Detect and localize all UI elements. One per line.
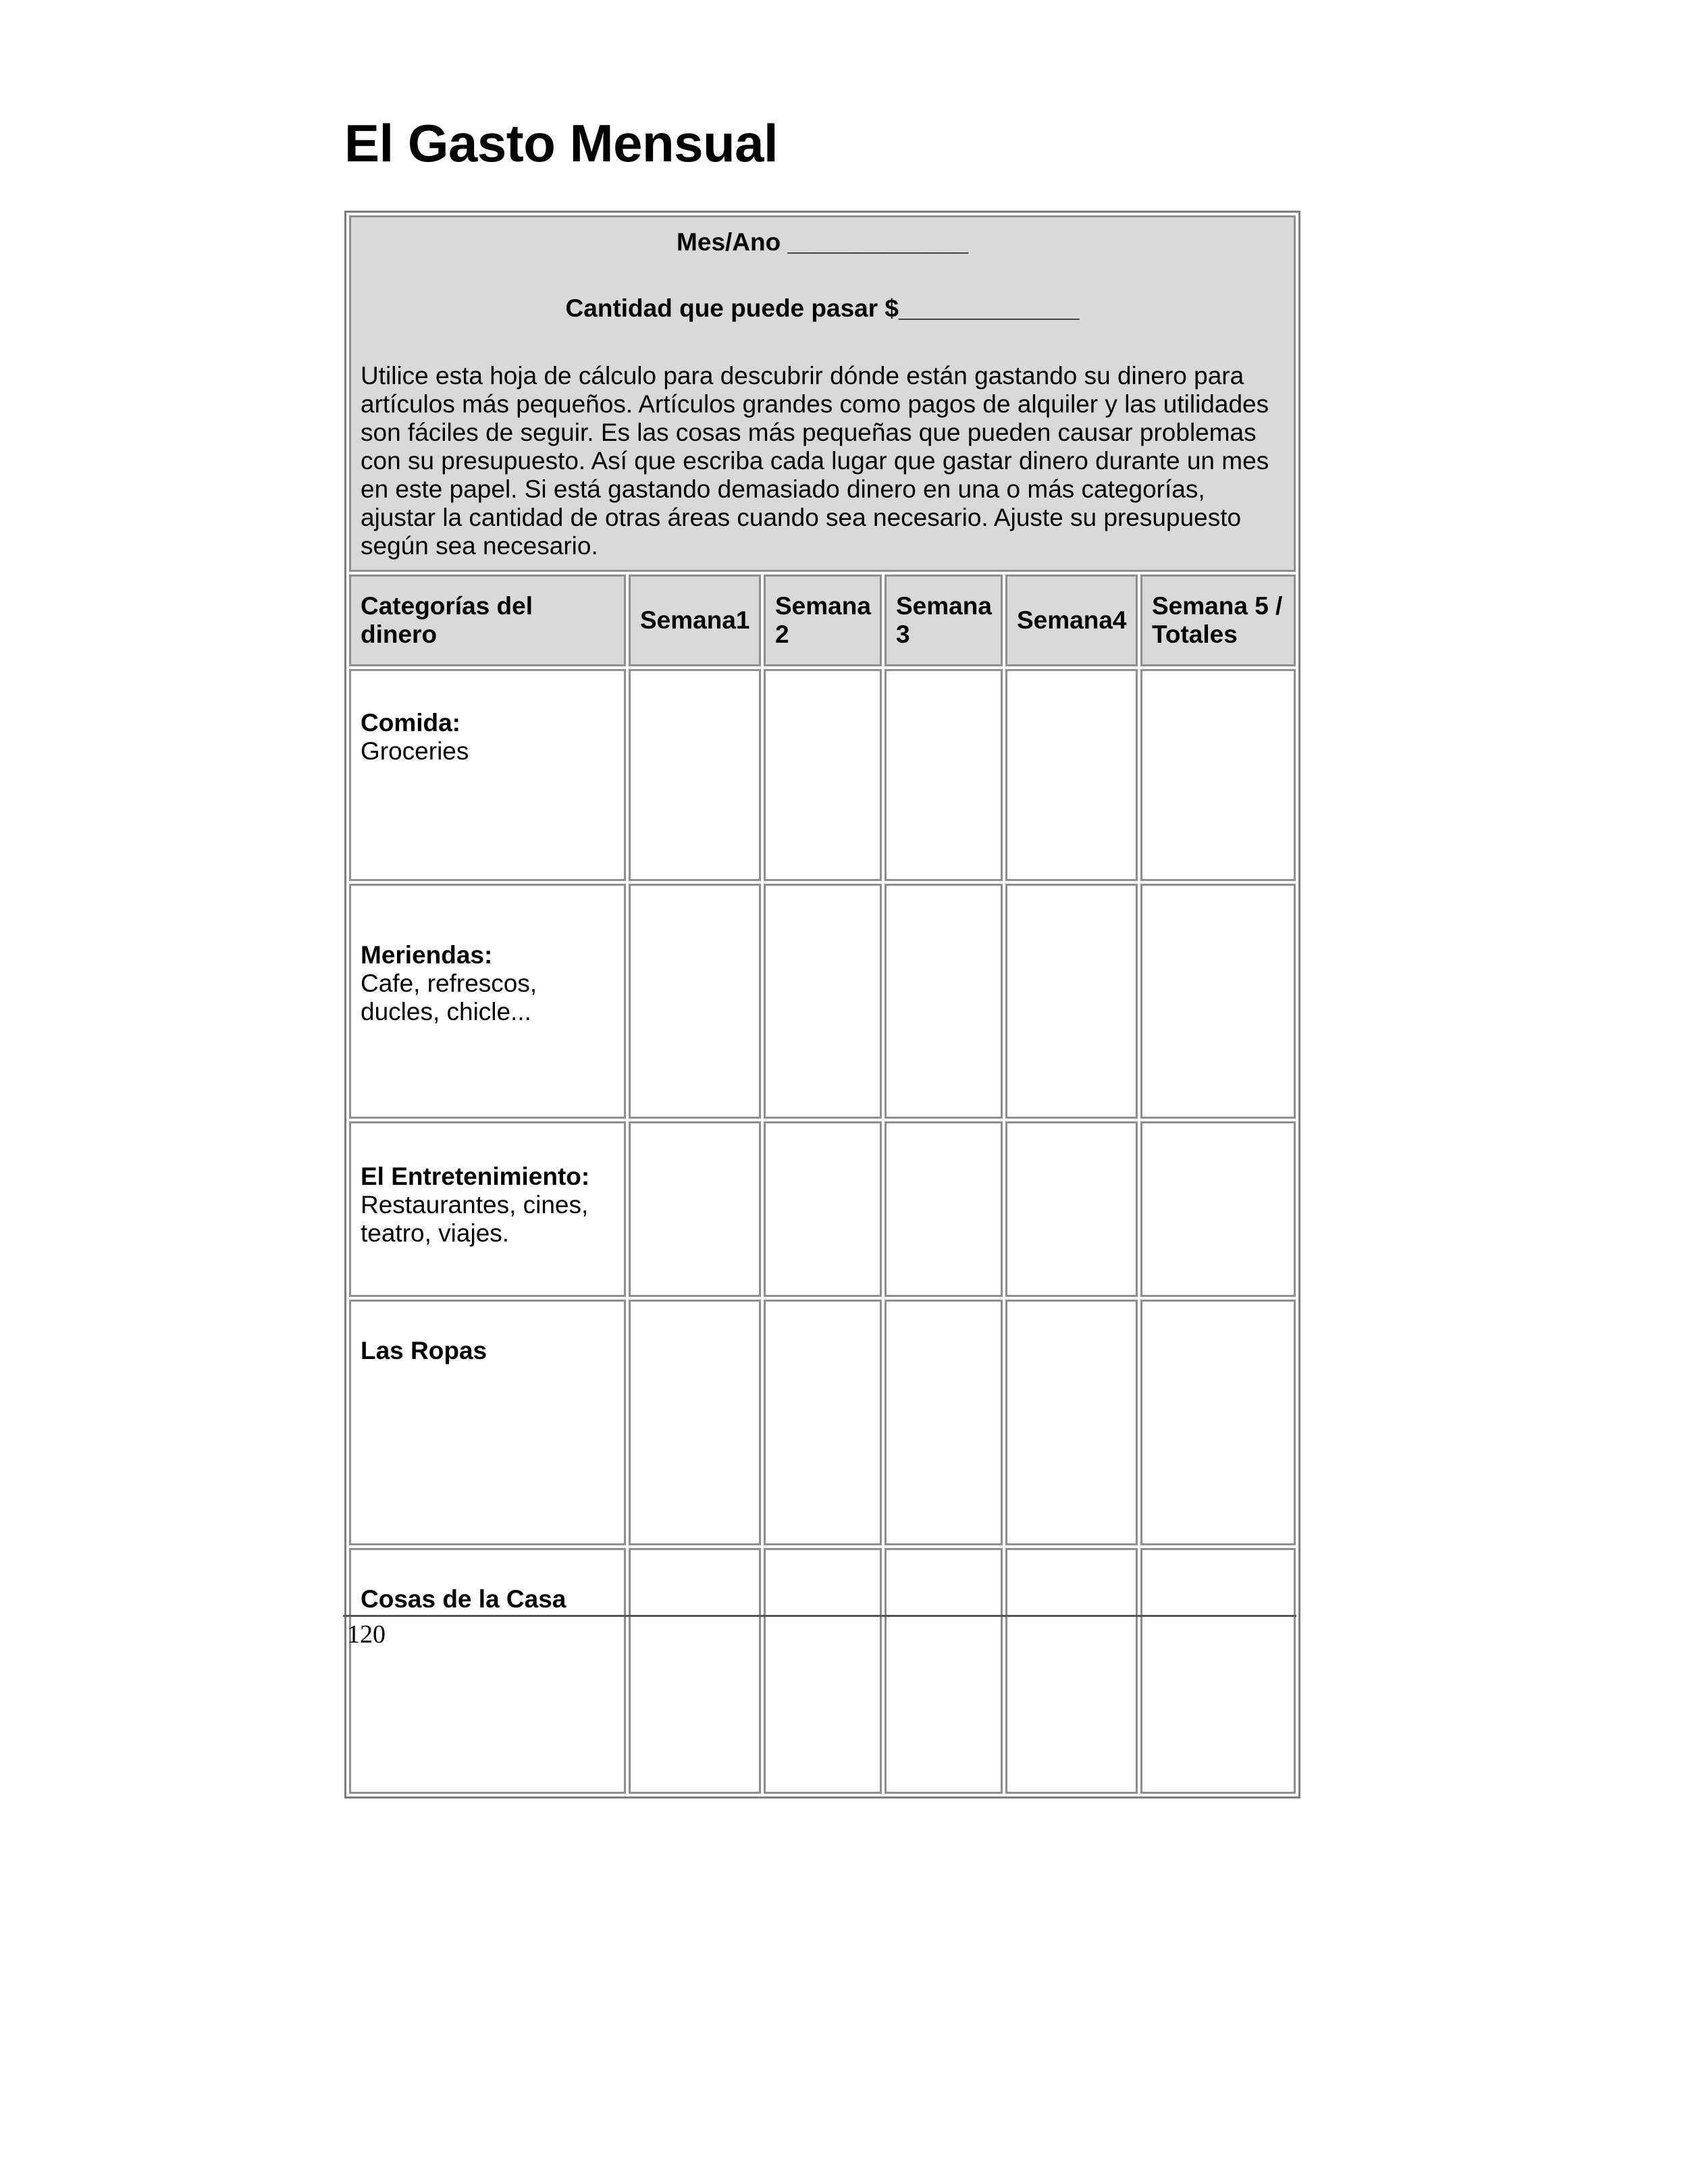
header-week-1: Semana1	[629, 575, 761, 666]
week-2-entry[interactable]	[764, 1300, 882, 1545]
week-4-entry[interactable]	[1005, 1300, 1138, 1545]
week-4-entry[interactable]	[1005, 1548, 1138, 1794]
week-1-entry[interactable]	[629, 1121, 761, 1297]
spending-amount-line: Cantidad que puede pasar $_____________	[565, 294, 1080, 322]
footer-divider	[343, 1615, 1296, 1617]
budget-worksheet-table	[344, 211, 1300, 1799]
week-3-entry[interactable]	[885, 1121, 1003, 1297]
week-2-entry[interactable]	[764, 1121, 882, 1297]
week-3-entry[interactable]	[885, 1548, 1003, 1794]
week-1-entry[interactable]	[629, 669, 761, 881]
week-2-entry[interactable]	[764, 884, 882, 1119]
page-number: 120	[347, 1620, 386, 1649]
category-cell	[349, 1300, 626, 1545]
week-3-entry[interactable]	[885, 884, 1003, 1119]
header-row	[349, 575, 1296, 666]
table-row	[349, 1548, 1296, 1794]
intro-description: Utilice esta hoja de cálculo para descubrir dónde están gastando su dinero para artículos más pequeños. Artículos grandes como pagos de alquiler y las utilidades son fáciles de seguir. Es las cosas más pequeñas que pueden causar problemas con su presupuesto. Así que escriba cada lugar que gastar dinero durante un mes en este papel. Si está gastando demasiado dinero en una o más categorías, ajustar la cantidad de otras áreas cuando sea necesario. Ajuste su presupuesto según sea necesario.	[361, 362, 1269, 560]
category-detail: Restaurantes, cines, teatro, viajes.	[361, 1191, 589, 1247]
header-week-3: Semana 3	[885, 575, 1003, 666]
table-row	[349, 669, 1296, 881]
category-name: Cosas de la Casa	[361, 1585, 566, 1613]
week-1-entry[interactable]	[629, 1548, 761, 1794]
week-3-entry[interactable]	[885, 1300, 1003, 1545]
category-cell	[349, 669, 626, 881]
month-year-line: Mes/Ano _____________	[677, 228, 969, 256]
week-4-entry[interactable]	[1005, 884, 1138, 1119]
week-5-total-entry[interactable]	[1140, 669, 1296, 881]
category-cell	[349, 1121, 626, 1297]
page-title: El Gasto Mensual	[344, 113, 779, 173]
category-detail: Cafe, refrescos, ducles, chicle...	[361, 969, 537, 1026]
intro-cell	[349, 215, 1296, 572]
category-name: Las Ropas	[361, 1337, 487, 1364]
category-detail: Groceries	[361, 737, 469, 765]
header-week-5-totals: Semana 5 / Totales	[1140, 575, 1296, 666]
week-2-entry[interactable]	[764, 1548, 882, 1794]
week-5-total-entry[interactable]	[1140, 1300, 1296, 1545]
header-categories: Categorías del dinero	[349, 575, 626, 666]
category-cell	[349, 884, 626, 1119]
week-5-total-entry[interactable]	[1140, 1121, 1296, 1297]
week-1-entry[interactable]	[629, 884, 761, 1119]
table-row	[349, 1121, 1296, 1297]
category-name: Meriendas:	[361, 941, 493, 969]
week-4-entry[interactable]	[1005, 669, 1138, 881]
week-5-total-entry[interactable]	[1140, 884, 1296, 1119]
week-3-entry[interactable]	[885, 669, 1003, 881]
category-name: El Entretenimiento:	[361, 1163, 590, 1190]
table-row	[349, 1300, 1296, 1545]
header-week-2: Semana 2	[764, 575, 882, 666]
table-row	[349, 884, 1296, 1119]
category-cell	[349, 1548, 626, 1794]
week-2-entry[interactable]	[764, 669, 882, 881]
week-4-entry[interactable]	[1005, 1121, 1138, 1297]
week-5-total-entry[interactable]	[1140, 1548, 1296, 1794]
intro-row	[349, 215, 1296, 572]
header-week-4: Semana4	[1005, 575, 1138, 666]
week-1-entry[interactable]	[629, 1300, 761, 1545]
category-name: Comida:	[361, 709, 460, 737]
